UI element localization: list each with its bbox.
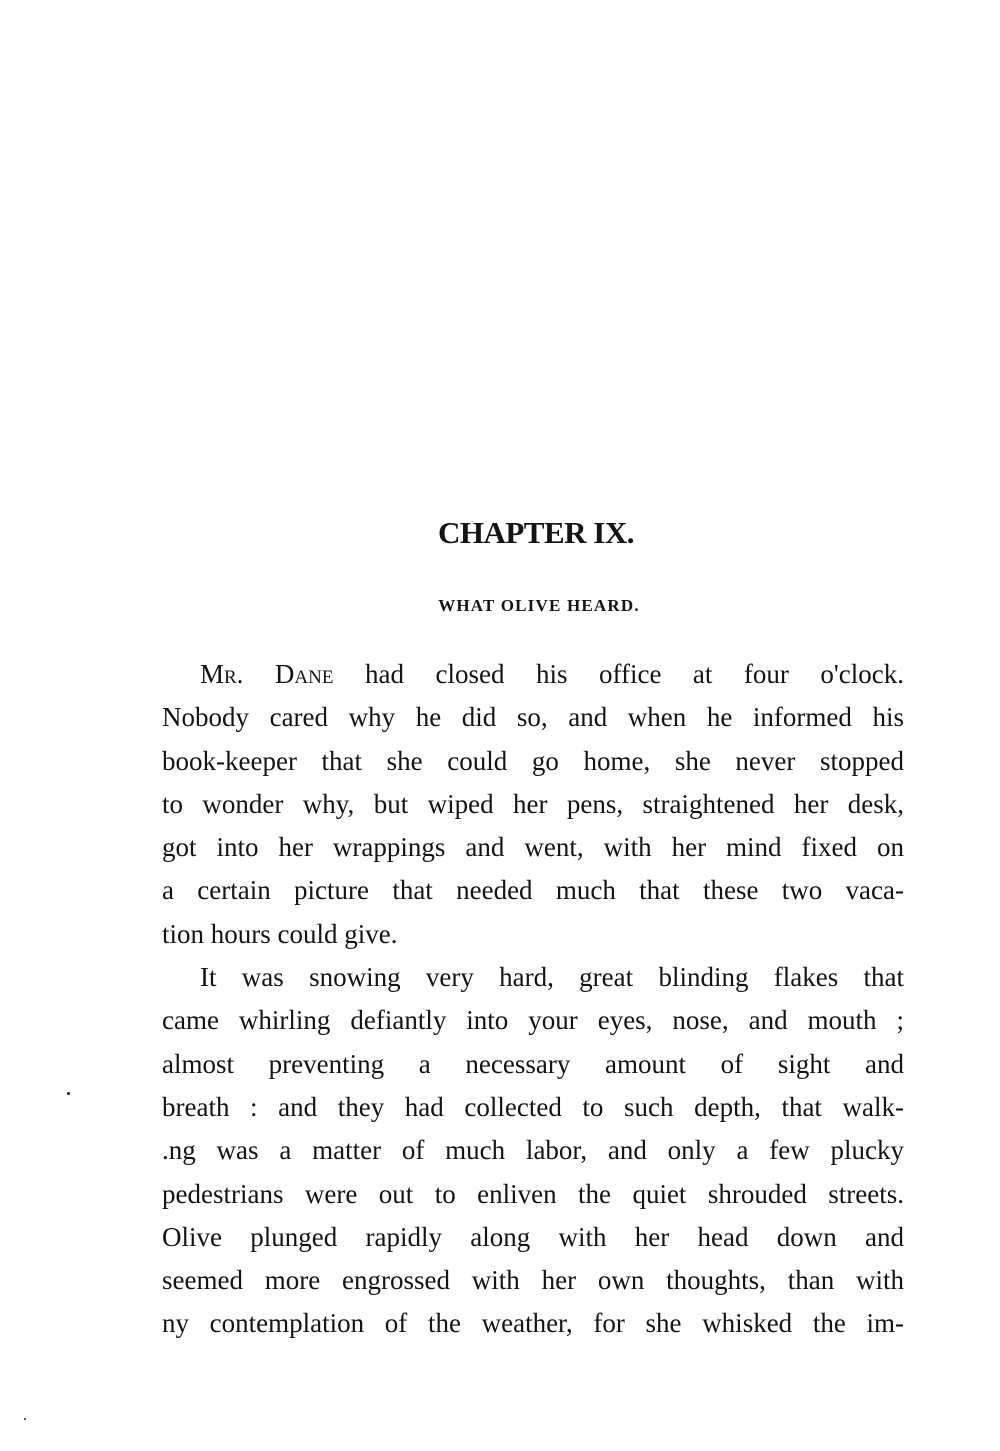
text-line: came whirling defiantly into your eyes, nose, and mouth ; [162, 1005, 904, 1036]
paragraph-1 [162, 653, 904, 956]
chapter-heading-text: CHAPTER IX. [437, 515, 634, 550]
text-line: ny contemplation of the weather, for she whisked the im- [162, 1308, 904, 1339]
text-line: got into her wrappings and went, with her mind fixed on [162, 832, 904, 863]
text-line: book-keeper that she could go home, she never stopped [162, 745, 904, 776]
scan-speck [24, 1418, 26, 1420]
text-line [162, 653, 904, 696]
scan-speck [67, 1092, 70, 1095]
text-line: It was snowing very hard, great blinding flakes that [200, 962, 904, 993]
small-caps-name: Mr. Dane [200, 659, 334, 689]
text-line: pedestrians were out to enliven the quiet shrouded streets. [162, 1178, 904, 1209]
text-line: breath : and they had collected to such depth, that walk- [162, 1091, 904, 1122]
chapter-body [162, 653, 904, 1346]
text-line: Nobody cared why he did so, and when he informed his [162, 702, 904, 733]
text-line: a certain picture that needed much that these two vaca- [162, 875, 904, 906]
chapter-heading [0, 515, 1000, 551]
text-line: to wonder why, but wiped her pens, straightened her desk, [162, 788, 904, 819]
line-text: had closed his office at four o'clock. [333, 659, 904, 689]
text-line: almost preventing a necessary amount of sight and [162, 1048, 904, 1079]
chapter-subtitle [0, 596, 1000, 616]
text-line: Olive plunged rapidly along with her head down and [162, 1221, 904, 1252]
text-line: tion hours could give. [162, 918, 398, 949]
paragraph-2 [162, 956, 904, 1346]
chapter-subtitle-text: WHAT OLIVE HEARD. [438, 596, 640, 615]
text-line: seemed more engrossed with her own thoughts, than with [162, 1265, 904, 1296]
text-line: .ng was a matter of much labor, and only a few plucky [162, 1135, 904, 1166]
